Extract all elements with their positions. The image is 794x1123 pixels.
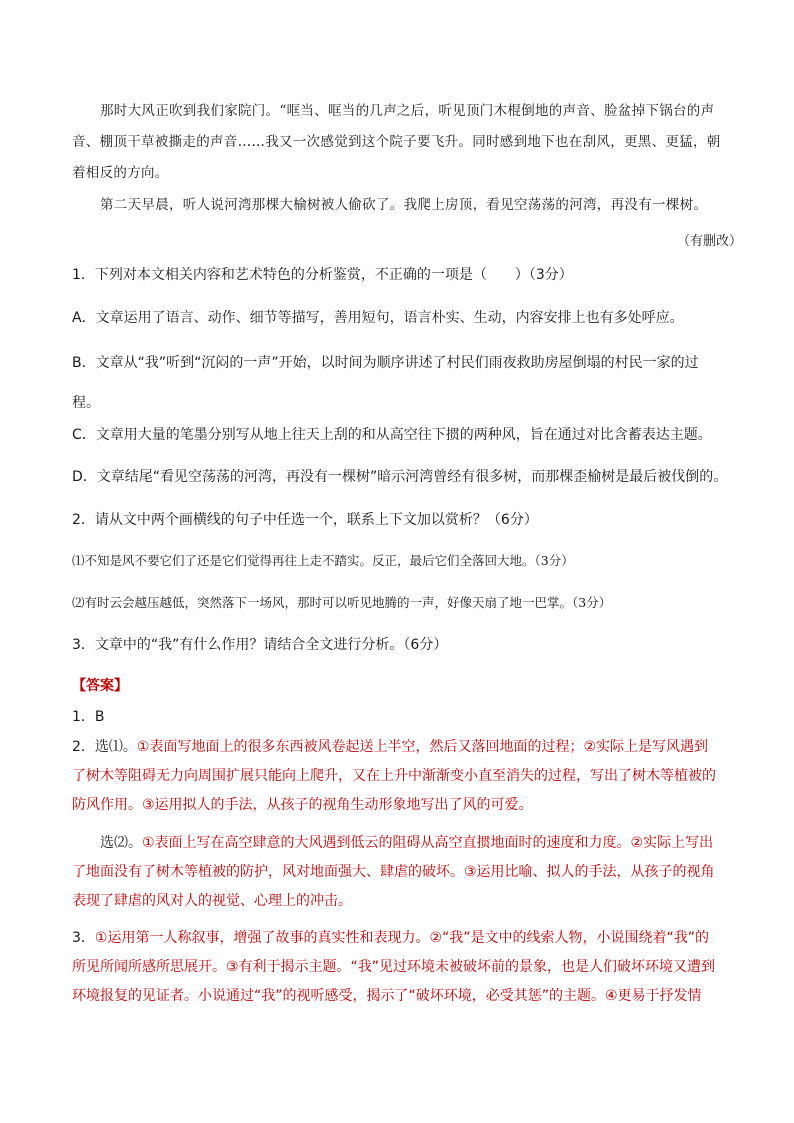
option-c: C．文章用大量的笔墨分别写从地上往天上刮的和从高空往下掼的两种风，旨在通过对比含蓄表达主题。	[72, 427, 712, 443]
edit-note: （有删改）	[676, 234, 742, 249]
answer-2-option-2	[72, 829, 722, 916]
question-1: 1．下列对本文相关内容和艺术特色的分析鉴赏，不正确的一项是（ ）（3分）	[72, 267, 573, 283]
answer-2-prefix: 2．选⑴。	[72, 739, 137, 755]
option-d: D．文章结尾“看见空荡荡的河湾，再没有一棵树”暗示河湾曾经有很多树，而那棵歪榆树是最后被伐倒的。	[72, 469, 728, 485]
answer-1: 1．B	[72, 709, 105, 725]
question-2: 2．请从文中两个画横线的句子中任选一个，联系上下文加以赏析？（6分）	[72, 512, 538, 528]
passage-paragraph-2: 第二天早晨，听人说河湾那棵大榆树被人偷砍了。我爬上房顶，看见空荡荡的河湾，再没有一棵树。	[100, 197, 708, 213]
answer-3-prefix: 3．	[72, 930, 95, 946]
question-2-sentence-2: ⑵有时云会越压越低，突然落下一场风，那时可以听见地腾的一声，好像天扇了地一巴掌。（3分）	[72, 595, 612, 610]
answer-2b-text: ①表面上写在高空肆意的大风遇到低云的阻碍从高空直掼地面时的速度和力度。②实际上写出了地面没有了树木等植被的防护，风对地面强大、肆虐的破坏。③运用比喻、拟人的手法，从孩子的视角表现了肆虐的风对人的视觉、心理上的冲击。	[72, 835, 715, 909]
answer-2b-prefix: 选⑵。	[100, 835, 142, 851]
answer-3	[72, 924, 722, 1011]
question-2-sentence-1: ⑴不知是风不要它们了还是它们觉得再往上走不踏实。反正，最后它们全落回大地。（3分）	[72, 553, 574, 568]
passage-paragraph-1: 那时大风正吹到我们家院门。“哐当、哐当的几声之后，听见顶门木棍倒地的声音、脸盆掉下锅台的声音、棚顶干草被撕走的声音……我又一次感觉到这个院子要飞升。同时感到地下也在刮风，更黑、更猛，朝着相反的方向。	[72, 103, 721, 181]
option-b: B．文章从“我”听到“沉闷的一声”开始，以时间为顺序讲述了村民们雨夜救助房屋倒塌的村民一家的过程。	[72, 355, 699, 411]
answer-3-text: ①运用第一人称叙事，增强了故事的真实性和表现力。②“我”是文中的线索人物，小说围绕着“我”的所见所闻所感所思展开。③有利于揭示主题。“我”见过环境未被破坏前的景象，也是人们破坏环境又遭到环境报复的见证者。小说通过“我”的视听感受，揭示了“破坏环境，必受其惩”的主题。④更易于抒发情	[72, 930, 716, 1004]
answer-heading: 【答案】	[72, 678, 128, 694]
answer-2-text: ①表面写地面上的很多东西被风卷起送上半空，然后又落回地面的过程；②实际上是写风遇到了树木等阻碍无力向周围扩展只能向上爬升，又在上升中渐渐变小直至消失的过程，写出了树木等植被的防风作用。③运用拟人的手法，从孩子的视角生动形象地写出了风的可爱。	[72, 739, 716, 813]
question-3: 3．文章中的“我”有什么作用？请结合全文进行分析。（6分）	[72, 637, 448, 653]
option-a: A．文章运用了语言、动作、细节等描写，善用短句，语言朴实、生动，内容安排上也有多处呼应。	[72, 310, 684, 326]
answer-2-option-1	[72, 733, 722, 820]
